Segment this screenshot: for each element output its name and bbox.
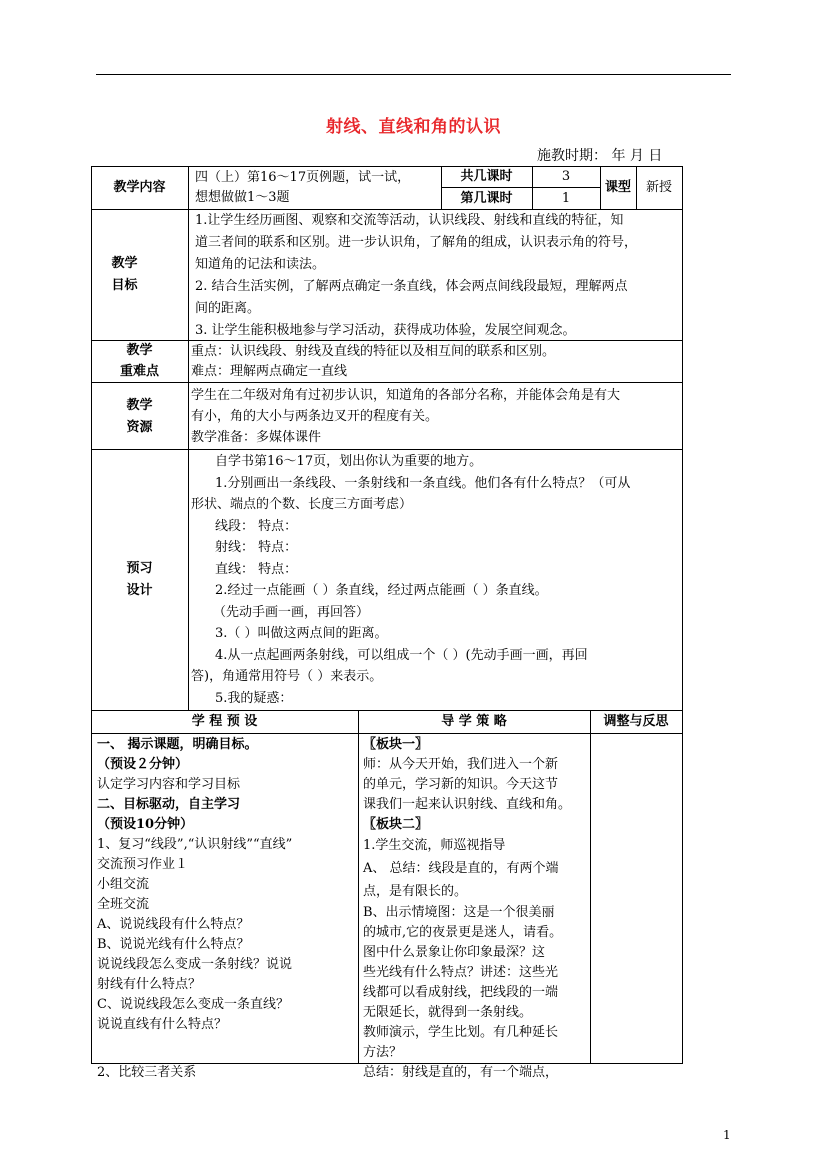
process-line: （预设10分钟） (97, 817, 194, 832)
header-rule (96, 74, 731, 75)
strategy-line: 的城市,它的夜景更是迷人，请看。 (363, 925, 563, 940)
resources-label (91, 395, 188, 439)
strategy-line: 教师演示，学生比划。有几种延长 (363, 1025, 559, 1040)
goal-line: 1.让学生经历画图、观察和交流等活动，认识线段、射线和直线的特征，知 (195, 213, 624, 228)
key-points-label (91, 340, 188, 382)
preview-text (191, 451, 631, 709)
strategy-line: B、出示情境图：这是一个很美丽 (363, 905, 555, 920)
content-text (195, 168, 440, 208)
preview-line: 自学书第16～17页，划出你认为重要的地方。 (215, 454, 483, 469)
process-right-text (363, 735, 571, 1083)
content-text-line: 想想做做1～3题 (195, 190, 290, 205)
key-point-line: 重点：认识线段、射线及直线的特征以及相互间的联系和区别。 (191, 344, 556, 359)
resources-label-line: 资源 (126, 420, 153, 435)
key-point-line: 难点：理解两点确定一直线 (191, 364, 348, 379)
process-line: 一、 揭示课题，明确目标。 (97, 737, 258, 752)
strategy-line: 无限延长，就得到一条射线。 (363, 1005, 533, 1020)
strategy-line: 方法？ (363, 1045, 403, 1060)
strategy-line: 点，是有限长的。 (363, 884, 468, 899)
content-text-line: 四（上）第16～17页例题，试一试， (195, 170, 411, 185)
process-line: C、说说线段怎么变成一条直线？ (97, 997, 289, 1012)
preview-line: 1.分别画出一条线段、一条射线和一条直线。他们各有什么特点？（可从 (215, 475, 631, 491)
process-line: 交流预习作业１ (97, 857, 189, 872)
resource-line: 学生在二年级对角有过初步认识，知道角的各部分名称，并能体会角是有大 (191, 388, 621, 403)
process-line: 1、复习“线段”,“认识射线”“直线” (97, 837, 293, 852)
lesson-plan-table (91, 166, 683, 1080)
preview-line: 4.从一点起画两条射线，可以组成一个（ ）(先动手画一画，再回 (215, 647, 588, 663)
strategy-line: 的单元，学习新的知识。今天这节 (363, 777, 559, 792)
process-line: 2、比较三者关系 (97, 1065, 197, 1080)
process-line: 二、目标驱动，自主学习 (97, 797, 241, 812)
process-line (97, 1035, 292, 1055)
strategy-line: 师：从今天开始，我们进入一个新 (363, 757, 559, 772)
process-line: 小组交流 (97, 877, 150, 892)
table-rule (91, 710, 683, 711)
strategy-line: 1.学生交流，师巡视指导 (363, 838, 506, 853)
col-header-reflection: 调整与反思 (603, 714, 669, 729)
goal-line: 间的距离。 (195, 301, 261, 316)
process-line: 全班交流 (97, 897, 150, 912)
process-line: B、说说光线有什么特点？ (97, 937, 250, 952)
col-header-process: 学 程 预 设 (191, 714, 258, 729)
strategy-line: 〖板块二〗 (363, 817, 429, 832)
preview-label-line: 预习 (126, 561, 153, 576)
table-rule (91, 382, 683, 383)
table-rule (441, 187, 601, 188)
process-line: 认定学习内容和学习目标 (97, 777, 241, 792)
table-border-right (682, 166, 683, 1064)
preview-line: （先动手画一画，再回答） (213, 604, 370, 620)
process-line: 说说直线有什么特点？ (97, 1017, 228, 1032)
strategy-line: 线都可以看成射线，把线段的一端 (363, 985, 559, 1000)
table-rule (91, 733, 683, 734)
strategy-line: 总结：射线是直的，有一个端点， (363, 1065, 559, 1080)
strategy-line: 课我们一起来认识射线、直线和角。 (363, 797, 572, 812)
resources-label-line: 教学 (126, 398, 153, 413)
table-rule (91, 449, 683, 450)
preview-line: 2.经过一点能画（ ）条直线，经过两点能画（ ）条直线。 (215, 583, 548, 598)
resources-text (191, 385, 620, 448)
total-periods-label: 共几课时 (460, 169, 513, 184)
preview-line: 5.我的疑惑： (215, 690, 293, 706)
page-number: 1 (723, 1128, 731, 1142)
goal-line: 道三者间的联系和区别。进一步认识角，了解角的组成，认识表示角的符号， (195, 235, 638, 250)
table-rule (188, 166, 189, 710)
table-border-left (91, 166, 92, 1064)
preview-line: 3.（ ）叫做这两点间的距离。 (215, 626, 388, 641)
preview-line: 答)，角通常用符号（ ）来表示。 (191, 669, 383, 684)
process-line: 射线有什么特点？ (97, 977, 202, 992)
preview-label (91, 558, 188, 602)
strategy-line: 〖板块一〗 (363, 737, 429, 752)
lesson-type-label: 课型 (604, 180, 631, 195)
goal-line: 3. 让学生能积极地参与学习活动，获得成功体验，发展空间观念。 (195, 323, 576, 338)
preview-line: 形状、端点的个数、长度三方面考虑） (191, 497, 413, 512)
preview-line: 射线： 特点： (215, 540, 298, 555)
resource-line: 教学准备：多媒体课件 (191, 430, 322, 445)
table-rule (590, 710, 591, 1063)
process-line: A、说说线段有什么特点？ (97, 917, 250, 932)
goals-label-line: 目标 (111, 278, 138, 293)
preview-line: 直线： 特点： (215, 561, 298, 577)
strategy-line: A、 总结：线段是直的，有两个端 (363, 861, 559, 876)
process-line: （预设２分钟） (97, 757, 189, 772)
goals-label-line: 教学 (111, 256, 138, 271)
process-left-text (97, 735, 292, 1083)
period-number-value: 1 (561, 191, 571, 206)
preview-line: 线段： 特点： (215, 518, 298, 534)
table-rule (358, 710, 359, 1063)
resource-line: 有小，角的大小与两条边叉开的程度有关。 (191, 409, 439, 424)
lesson-type-value: 新授 (645, 180, 672, 195)
goal-line: 知道角的记法和读法。 (195, 257, 326, 272)
strategy-line: 图中什么景象让你印象最深？这 (363, 945, 546, 960)
preview-label-line: 设计 (126, 583, 153, 598)
period-number-label: 第几课时 (460, 191, 513, 206)
strategy-line: 些光线有什么特点？讲述：这些光 (363, 965, 559, 980)
process-line: 说说线段怎么变成一条射线？说说 (97, 957, 293, 972)
total-periods-value: 3 (561, 169, 571, 184)
date-line: 施教时期： 年 月 日 (537, 148, 663, 164)
key-points-label-line: 教学 (126, 343, 153, 358)
key-points-text (191, 342, 555, 382)
goals-label (91, 253, 158, 297)
goal-line: 2. 结合生活实例，了解两点确定一条直线，体会两点间线段最短，理解两点 (195, 279, 628, 294)
document-title: 射线、直线和角的认识 (326, 117, 501, 137)
col-header-strategy: 导 学 策 略 (441, 714, 507, 729)
key-points-label-line: 重难点 (119, 364, 159, 379)
content-label: 教学内容 (113, 180, 166, 195)
goals-text (195, 210, 637, 342)
